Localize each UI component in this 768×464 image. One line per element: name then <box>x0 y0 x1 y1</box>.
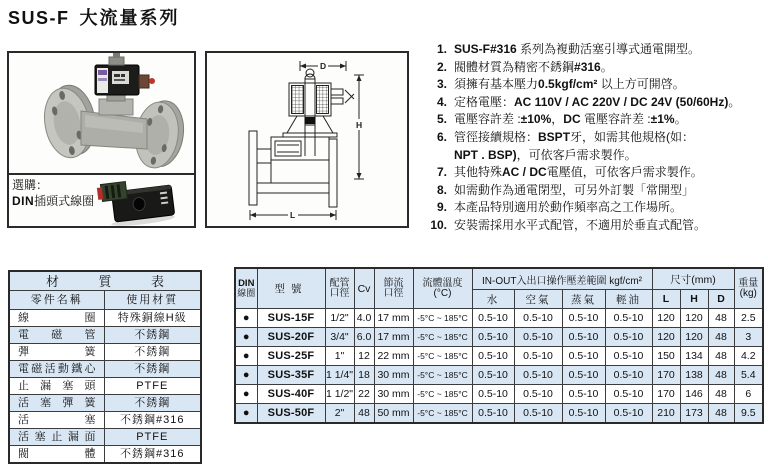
spec-cell-dim-d: 48 <box>708 366 734 385</box>
spec-header-orifice <box>374 268 413 309</box>
spec-cell-weight: 3 <box>734 328 763 347</box>
spec-header-temp <box>413 268 472 309</box>
spec-cell-temperature: -5°C ~ 185°C <box>413 385 472 404</box>
spec-cell-oil: 0.5-10 <box>605 385 652 404</box>
optional-coil-section <box>9 175 194 228</box>
feature-text <box>454 217 768 235</box>
feature-text-segment: 。 <box>674 112 687 127</box>
spec-cell-orifice: 30 mm <box>374 366 413 385</box>
page-title-series: 大流量系列 <box>79 8 180 28</box>
spec-header-pipe <box>325 268 354 309</box>
spec-cell-dim-l: 150 <box>652 347 680 366</box>
spec-header-air: 空氣 <box>514 290 562 309</box>
spec-cell-steam: 0.5-10 <box>562 404 605 424</box>
material-table-title: 材質表 <box>9 271 201 291</box>
feature-number: 9. <box>436 200 447 215</box>
material-used-material: 不銹鋼 <box>104 327 201 344</box>
spec-cell-dim-h: 120 <box>680 328 708 347</box>
optional-label-line1: 選購： <box>12 178 49 192</box>
spec-cell-air: 0.5-10 <box>514 366 562 385</box>
spec-cell-pipe-size: 2" <box>325 404 354 424</box>
feature-text-segment: AC 110V / AC 220V / DC 24V (50/60Hz) <box>514 94 729 109</box>
spec-table <box>234 267 764 424</box>
material-used-material: 特殊銅線H級 <box>104 310 201 327</box>
spec-cell-water: 0.5-10 <box>472 347 514 366</box>
feature-text-segment: 電壓值，可依客戶需求製作。 <box>546 165 703 180</box>
spec-cell-din-dot: ● <box>235 404 257 424</box>
spec-cell-dim-d: 48 <box>708 328 734 347</box>
spec-cell-steam: 0.5-10 <box>562 385 605 404</box>
feature-text-segment: 閥體材質為精密不銹鋼 <box>454 59 575 74</box>
feature-text-segment: 管徑接續規格： <box>454 129 539 144</box>
feature-item <box>423 111 768 129</box>
spec-cell-din-dot: ● <box>235 328 257 347</box>
feature-number: 3. <box>436 77 447 92</box>
spec-cell-model: SUS-25F <box>257 347 325 366</box>
spec-cell-water: 0.5-10 <box>472 366 514 385</box>
dimension-label-h: H <box>356 120 363 130</box>
feature-text-segment: 其他特殊 <box>454 165 503 180</box>
spec-cell-dim-h: 120 <box>680 309 708 328</box>
spec-cell-cv: 4.0 <box>354 309 374 328</box>
spec-cell-cv: 12 <box>354 347 374 366</box>
spec-header-orifice-line1: 節流 <box>383 277 404 289</box>
feature-text-segment: ±10% <box>520 112 552 127</box>
spec-header-steam: 蒸氣 <box>562 290 605 309</box>
feature-text <box>454 59 768 77</box>
feature-text-segment: 電壓容許差 : <box>454 112 521 127</box>
spec-header-inout-group: IN-OUT入出口操作壓差範圍 kgf/cm² <box>472 268 652 290</box>
spec-cell-air: 0.5-10 <box>514 309 562 328</box>
material-table-header-row <box>9 291 201 310</box>
feature-number: 5. <box>436 112 447 127</box>
feature-text-segment: 系列為複動活塞引導式通電開型。 <box>520 42 701 56</box>
page-title <box>8 4 180 30</box>
optional-label-line2: 插頭式線圈 <box>34 194 95 208</box>
feature-item <box>423 76 768 94</box>
feature-text-segment: 電壓容許差 : <box>580 112 651 127</box>
dimension-label-l: L <box>290 210 296 220</box>
spec-cell-dim-l: 120 <box>652 309 680 328</box>
valve-photo-image <box>9 53 194 171</box>
feature-text-segment: ，可依客戶需求製作。 <box>516 147 637 162</box>
material-part-name: 電磁管 <box>9 327 104 344</box>
spec-cell-dim-d: 48 <box>708 309 734 328</box>
feature-item <box>423 182 768 200</box>
spec-cell-temperature: -5°C ~ 185°C <box>413 366 472 385</box>
spec-cell-dim-h: 173 <box>680 404 708 424</box>
spec-cell-dim-d: 48 <box>708 385 734 404</box>
material-row <box>9 310 201 327</box>
spec-cell-cv: 18 <box>354 366 374 385</box>
spec-row <box>235 309 763 328</box>
spec-cell-oil: 0.5-10 <box>605 347 652 366</box>
spec-cell-dim-l: 170 <box>652 385 680 404</box>
spec-cell-cv: 6.0 <box>354 328 374 347</box>
material-used-material: PTFE <box>104 378 201 395</box>
material-header-part: 零件名稱 <box>9 291 104 310</box>
spec-cell-weight: 9.5 <box>734 404 763 424</box>
spec-cell-cv: 48 <box>354 404 374 424</box>
spec-row <box>235 328 763 347</box>
feature-text-segment: AC / DC <box>502 165 547 180</box>
spec-cell-model: SUS-20F <box>257 328 325 347</box>
spec-cell-din-dot: ● <box>235 366 257 385</box>
feature-item <box>423 94 768 112</box>
feature-text-segment: NPT . BSP) <box>454 147 517 162</box>
spec-cell-temperature: -5°C ~ 185°C <box>413 404 472 424</box>
feature-text-segment: 如需動作為通電閉型，可另外訂製「常開型」 <box>454 182 695 197</box>
feature-text <box>454 164 768 182</box>
spec-cell-orifice: 22 mm <box>374 347 413 366</box>
spec-table-body <box>235 309 763 424</box>
feature-text-segment: 本產品特別適用於動作頻率高之工作場所。 <box>454 200 683 215</box>
spec-header-row-1 <box>235 268 763 290</box>
feature-text-segment: 牙，如需其他規格(如： <box>570 129 695 144</box>
spec-cell-oil: 0.5-10 <box>605 366 652 385</box>
feature-text-segment: 。 <box>728 94 741 109</box>
material-part-name: 活塞彈簧 <box>9 395 104 412</box>
spec-cell-cv: 22 <box>354 385 374 404</box>
material-used-material: 不銹鋼#316 <box>104 412 201 429</box>
material-part-name: 止漏塞頭 <box>9 378 104 395</box>
spec-cell-dim-h: 146 <box>680 385 708 404</box>
spec-cell-orifice: 17 mm <box>374 328 413 347</box>
material-part-name: 電磁活動鐵心 <box>9 361 104 378</box>
feature-item <box>423 217 768 235</box>
feature-text-segment: 。 <box>600 59 613 74</box>
spec-cell-air: 0.5-10 <box>514 404 562 424</box>
spec-cell-temperature: -5°C ~ 185°C <box>413 328 472 347</box>
feature-number: 7. <box>436 165 447 180</box>
spec-cell-water: 0.5-10 <box>472 385 514 404</box>
spec-header-temp-line1: 流體溫度 <box>422 277 463 289</box>
material-used-material: PTFE <box>104 429 201 446</box>
coil <box>95 65 139 95</box>
spec-cell-water: 0.5-10 <box>472 404 514 424</box>
spec-cell-din-dot: ● <box>235 385 257 404</box>
spec-cell-air: 0.5-10 <box>514 347 562 366</box>
feature-text-segment: 以上方可開啓。 <box>597 77 685 92</box>
spec-cell-model: SUS-40F <box>257 385 325 404</box>
feature-number: 8. <box>436 182 447 197</box>
spec-cell-orifice: 50 mm <box>374 404 413 424</box>
material-used-material: 不銹鋼 <box>104 344 201 361</box>
coil-connector <box>139 75 155 88</box>
feature-item <box>423 164 768 182</box>
spec-header-l: L <box>652 290 680 309</box>
feature-number: 10. <box>430 217 447 232</box>
spec-cell-din-dot: ● <box>235 309 257 328</box>
spec-cell-air: 0.5-10 <box>514 385 562 404</box>
material-used-material: 不銹鋼#316 <box>104 446 201 464</box>
valve-section-drawing <box>207 53 407 226</box>
spec-header-cv: Cv <box>354 268 374 309</box>
spec-cell-steam: 0.5-10 <box>562 366 605 385</box>
spec-header-pipe-line1: 配管 <box>329 277 350 289</box>
spec-cell-weight: 4.2 <box>734 347 763 366</box>
spec-cell-weight: 6 <box>734 385 763 404</box>
feature-item <box>423 59 768 77</box>
dimension-label-d: D <box>320 61 327 71</box>
feature-text-segment: #316 <box>574 59 601 74</box>
spec-header-din-line1: DIN <box>238 278 255 289</box>
spec-cell-pipe-size: 1" <box>325 347 354 366</box>
feature-item <box>423 41 768 59</box>
optional-coil-label <box>12 177 94 209</box>
spec-cell-oil: 0.5-10 <box>605 328 652 347</box>
material-row <box>9 395 201 412</box>
spec-cell-weight: 2.5 <box>734 309 763 328</box>
valve-photo <box>9 53 194 175</box>
spec-cell-steam: 0.5-10 <box>562 309 605 328</box>
material-part-name: 閥體 <box>9 446 104 464</box>
spec-header-weight <box>734 268 763 309</box>
spec-cell-steam: 0.5-10 <box>562 328 605 347</box>
feature-text-segment: DC <box>563 112 581 127</box>
feature-text-segment: ， <box>551 112 564 127</box>
spec-row <box>235 385 763 404</box>
material-part-name: 活塞止漏面 <box>9 429 104 446</box>
material-part-name: 線圈 <box>9 310 104 327</box>
spec-cell-model: SUS-35F <box>257 366 325 385</box>
material-part-name: 活塞 <box>9 412 104 429</box>
spec-cell-oil: 0.5-10 <box>605 404 652 424</box>
page-title-model: SUS-F <box>8 8 70 28</box>
spec-row <box>235 366 763 385</box>
spec-row <box>235 347 763 366</box>
spec-header-temp-line2: (°C) <box>433 287 452 299</box>
material-used-material: 不銹鋼 <box>104 361 201 378</box>
spec-row <box>235 404 763 424</box>
features-list <box>423 41 768 235</box>
material-used-material: 不銹鋼 <box>104 395 201 412</box>
spec-cell-pipe-size: 3/4" <box>325 328 354 347</box>
spec-header-water: 水 <box>472 290 514 309</box>
material-table-body <box>9 310 201 464</box>
feature-text-segment: BSPT <box>538 129 571 144</box>
spec-cell-water: 0.5-10 <box>472 328 514 347</box>
material-row <box>9 361 201 378</box>
spec-cell-weight: 5.4 <box>734 366 763 385</box>
feature-text <box>454 129 768 164</box>
material-row <box>9 429 201 446</box>
spec-header-oil: 輕油 <box>605 290 652 309</box>
material-row <box>9 378 201 395</box>
spec-header-orifice-line2: 口徑 <box>383 287 404 299</box>
spec-cell-steam: 0.5-10 <box>562 347 605 366</box>
spec-cell-air: 0.5-10 <box>514 328 562 347</box>
feature-text-segment: SUS-F#316 <box>454 42 521 56</box>
spec-cell-dim-d: 48 <box>708 347 734 366</box>
feature-text <box>454 76 768 94</box>
feature-item <box>423 129 768 164</box>
spec-header-h: H <box>680 290 708 309</box>
spec-header-model: 型號 <box>257 268 325 309</box>
spec-cell-dim-l: 210 <box>652 404 680 424</box>
spec-cell-dim-l: 170 <box>652 366 680 385</box>
feature-text <box>454 94 768 112</box>
feature-number: 1. <box>436 42 447 56</box>
spec-cell-model: SUS-50F <box>257 404 325 424</box>
spec-cell-dim-h: 134 <box>680 347 708 366</box>
spec-header-pipe-line2: 口徑 <box>329 287 350 299</box>
spec-cell-water: 0.5-10 <box>472 309 514 328</box>
material-part-name: 彈簧 <box>9 344 104 361</box>
feature-text <box>454 41 768 59</box>
spec-header-d: D <box>708 290 734 309</box>
feature-text-segment: ±1% <box>650 112 675 127</box>
dimension-drawing-box <box>205 51 409 228</box>
feature-text <box>454 199 768 217</box>
feature-item <box>423 199 768 217</box>
material-row <box>9 412 201 429</box>
spec-cell-model: SUS-15F <box>257 309 325 328</box>
feature-number: 2. <box>436 59 447 74</box>
material-table <box>8 270 202 464</box>
feature-number: 6. <box>436 129 447 144</box>
spec-cell-pipe-size: 1/2" <box>325 309 354 328</box>
feature-number: 4. <box>436 94 447 109</box>
spec-cell-oil: 0.5-10 <box>605 309 652 328</box>
spec-cell-pipe-size: 1 1/4" <box>325 366 354 385</box>
spec-cell-dim-h: 138 <box>680 366 708 385</box>
spec-cell-din-dot: ● <box>235 347 257 366</box>
top-nut <box>109 53 124 65</box>
valve-body <box>81 91 147 149</box>
feature-text <box>454 182 768 200</box>
spec-cell-dim-d: 48 <box>708 404 734 424</box>
spec-cell-temperature: -5°C ~ 185°C <box>413 347 472 366</box>
feature-text-segment: 須擁有基本壓力 <box>454 77 539 92</box>
spec-cell-orifice: 30 mm <box>374 385 413 404</box>
spec-header-din-line2: 線圈 <box>237 287 256 298</box>
material-header-material: 使用材質 <box>104 291 201 310</box>
feature-text-segment: 安裝需採用水平式配管，不適用於垂直式配管。 <box>454 217 707 232</box>
spec-cell-dim-l: 120 <box>652 328 680 347</box>
spec-cell-pipe-size: 1 1/2" <box>325 385 354 404</box>
feature-text-segment: 定格電壓： <box>454 94 515 109</box>
spec-cell-temperature: -5°C ~ 185°C <box>413 309 472 328</box>
spec-header-din <box>235 268 257 309</box>
material-row <box>9 344 201 361</box>
optional-label-din: DIN <box>12 194 35 208</box>
feature-text <box>454 111 768 129</box>
material-row <box>9 446 201 464</box>
feature-text-segment: 0.5kgf/cm² <box>538 77 598 92</box>
spec-header-size-group: 尺寸(mm) <box>652 268 734 290</box>
material-row <box>9 327 201 344</box>
material-table-title-row <box>9 271 201 291</box>
spec-header-weight-line2: (kg) <box>739 287 757 299</box>
spec-header-weight-line1: 重量 <box>738 277 759 289</box>
spec-cell-orifice: 17 mm <box>374 309 413 328</box>
product-photo-box <box>7 51 196 228</box>
